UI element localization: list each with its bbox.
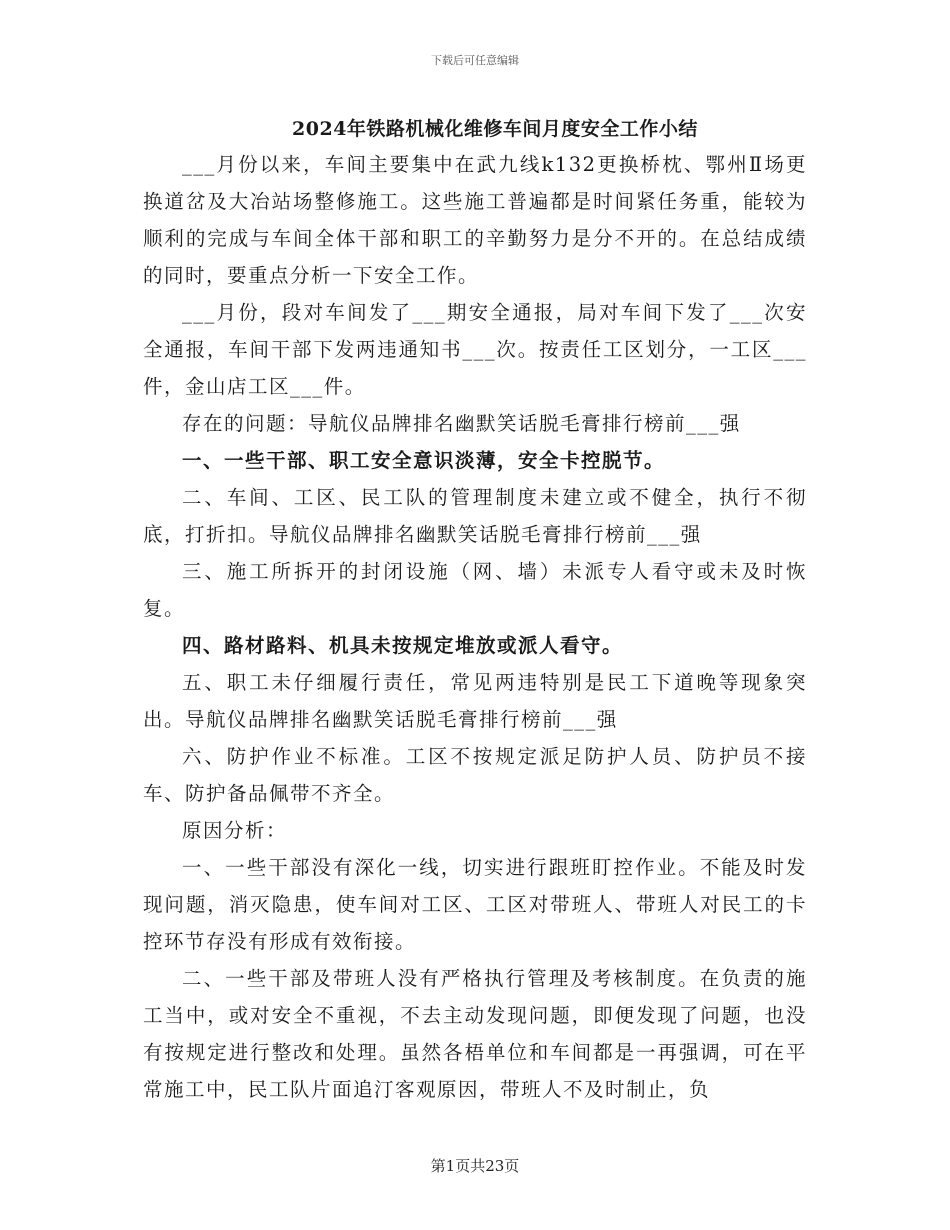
paragraph-bold: 四、路材路料、机具未按规定堆放或派人看守。: [182, 634, 624, 657]
paragraph: 五、职工未仔细履行责任，常见两违特别是民工下道晚等现象突出。导航仪品牌排名幽默笑话脱毛膏排行榜前___强: [143, 671, 807, 731]
paragraph: 一、一些干部没有深化一线，切实进行跟班盯控作业。不能及时发现问题，消灭隐患，使车间对工区、工区对带班人、带班人对民工的卡控环节存没有形成有效衔接。: [143, 856, 807, 953]
paragraph: 三、施工所拆开的封闭设施（网、墙）未派专人看守或未及时恢复。: [143, 560, 807, 620]
paragraph: ___月份以来，车间主要集中在武九线k132更换桥枕、鄂州Ⅱ场更换道岔及大冶站场整修施工。这些施工普遍都是时间紧任务重，能较为顺利的完成与车间全体干部和职工的辛勤努力是分不开的。在总结成绩的同时，要重点分析一下安全工作。: [143, 153, 807, 287]
document-title: 2024年铁路机械化维修车间月度安全工作小结: [292, 118, 698, 140]
paragraph: 二、车间、工区、民工队的管理制度未建立或不健全，执行不彻底，打折扣。导航仪品牌排名幽默笑话脱毛膏排行榜前___强: [143, 486, 807, 546]
paragraph: 存在的问题：导航仪品牌排名幽默笑话脱毛膏排行榜前___强: [182, 412, 741, 435]
paragraph-bold: 一、一些干部、职工安全意识淡薄，安全卡控脱节。: [182, 449, 666, 472]
header-note: 下载后可任意编辑: [431, 54, 519, 67]
page-number: 第1页共23页: [430, 1157, 520, 1175]
document-body: [143, 146, 807, 1108]
paragraph: 原因分析：: [182, 819, 288, 842]
paragraph: 六、防护作业不标准。工区不按规定派足防护人员、防护员不接车、防护备品佩带不齐全。: [143, 745, 807, 805]
paragraph: ___月份，段对车间发了___期安全通报，局对车间下发了___次安全通报，车间干部下发两违通知书___次。按责任工区划分，一工区___件，金山店工区___件。: [143, 301, 807, 398]
paragraph: 二、一些干部及带班人没有严格执行管理及考核制度。在负责的施工当中，或对安全不重视，不去主动发现问题，即便发现了问题，也没有按规定进行整改和处理。虽然各梧单位和车间都是一再强调，可在平常施工中，民工队片面追汀客观原因，带班人不及时制止，负: [143, 967, 807, 1101]
